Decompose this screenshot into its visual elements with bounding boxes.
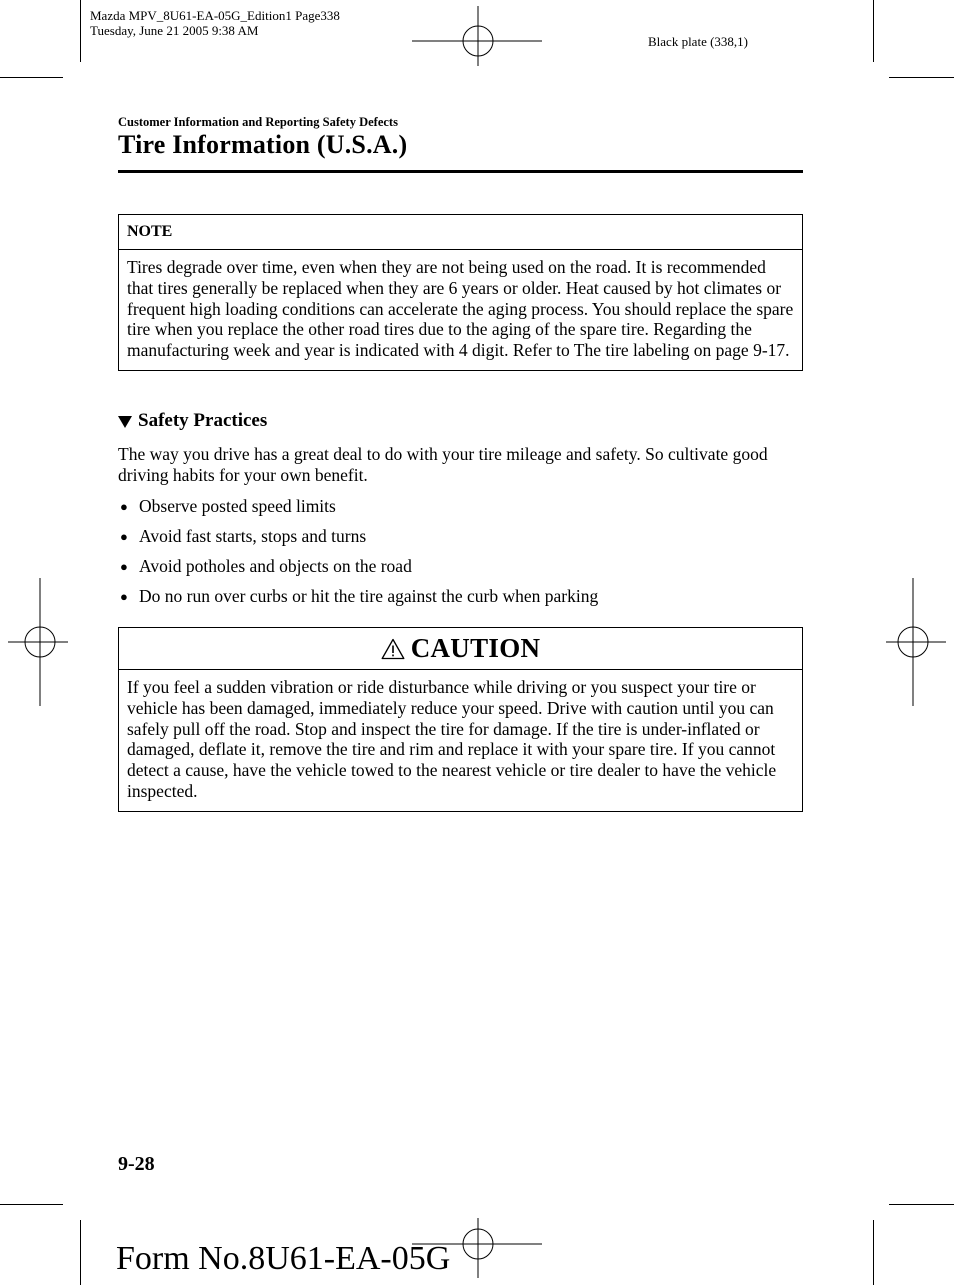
caution-text: If you feel a sudden vibration or ride disturbance while driving or you suspect your tire or vehicle has been damaged, immediately reduce your speed. Drive with caution until you can safely pull off the road. Stop and inspect the tire for damage. If the tire is under-inflated or damaged, deflate it, remove the tire and rim and replace it with your spare tire. If you cannot detect a cause, have the vehicle towed to the nearest vehicle or tire dealer to have the vehicle inspected.	[127, 677, 777, 801]
caution-header	[119, 628, 802, 670]
registration-mark-right	[884, 576, 948, 708]
title-rule	[118, 170, 803, 173]
list-item: ● Do no run over curbs or hit the tire against the curb when parking	[118, 586, 598, 616]
bullet-icon: ●	[120, 499, 128, 514]
bullet-icon: ●	[120, 529, 128, 544]
safety-heading	[118, 410, 267, 432]
note-text: Tires degrade over time, even when they are not being used on the road. It is recommended that tires generally be replaced when they are 6 years or older. Heat caused by hot climates or frequent high loading conditions can accelerate the aging process. You should replace the spare tire when you replace the other road tires due to the aging of the spare tire. Regarding the manufacturing week and year is indicated with 4 digit. Refer to The tire labeling on page 9-17.	[127, 257, 794, 361]
registration-mark-top	[410, 4, 544, 68]
print-meta	[90, 8, 340, 38]
bullet-icon: ●	[120, 589, 128, 604]
list-item: ● Avoid potholes and objects on the road	[118, 556, 598, 586]
note-box	[118, 214, 803, 371]
page-number: 9-28	[118, 1153, 155, 1175]
registration-mark-left	[6, 576, 70, 708]
caution-box	[118, 627, 803, 812]
print-meta-file: Mazda MPV_8U61-EA-05G_Edition1 Page338	[90, 8, 340, 23]
caution-label: CAUTION	[410, 633, 541, 663]
safety-bullet-list	[118, 496, 598, 616]
warning-triangle-icon	[381, 638, 405, 660]
page-title: Tire Information (U.S.A.)	[118, 130, 408, 159]
safety-heading-text: Safety Practices	[138, 410, 268, 431]
section-heading: Customer Information and Reporting Safety Defects	[118, 115, 398, 129]
bullet-icon: ●	[120, 559, 128, 574]
list-item: ● Avoid fast starts, stops and turns	[118, 526, 598, 556]
form-number: Form No.8U61-EA-05G	[116, 1240, 451, 1277]
triangle-marker-icon	[118, 416, 132, 428]
plate-label: Black plate (338,1)	[648, 34, 748, 49]
print-meta-date: Tuesday, June 21 2005 9:38 AM	[90, 23, 259, 38]
list-item: ● Observe posted speed limits	[118, 496, 598, 526]
safety-intro: The way you drive has a great deal to do with your tire mileage and safety. So cultivate good driving habits for your own benefit.	[118, 444, 768, 485]
note-label: NOTE	[119, 215, 802, 250]
